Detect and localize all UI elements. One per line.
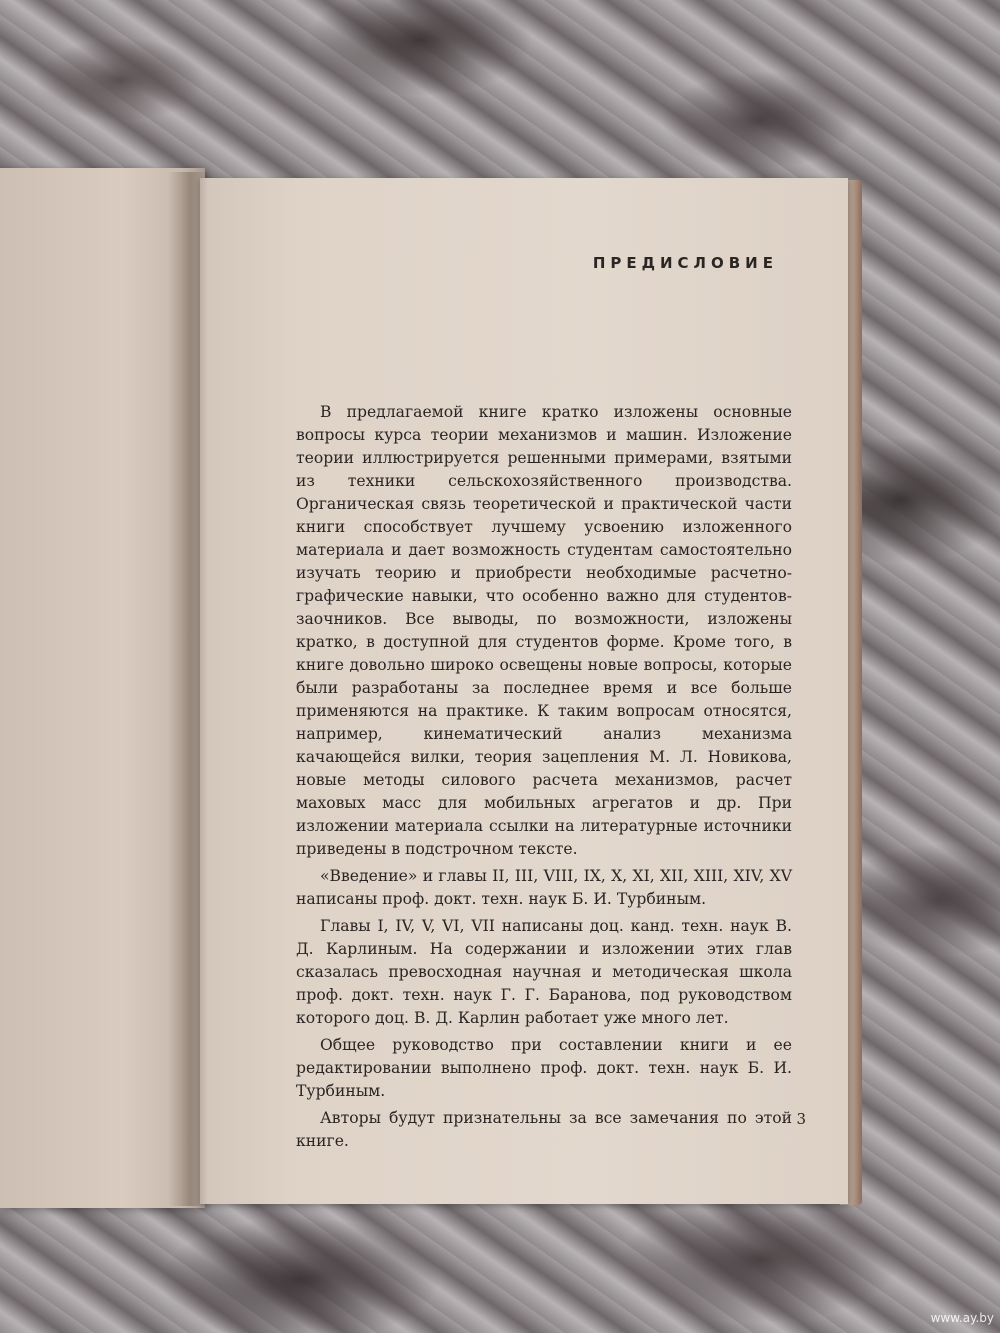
paragraph: В предлагаемой книге кратко изложены основные вопросы курса теории механизмов и машин. Изложение теории иллюстрируется решенными примерами, взятыми из техники сельскохозяйственного производства. Органическая связь теоретической и практической части книги способствует лучшему усвоению изложенного материала и дает возможность студентам самостоятельно изучать теорию и приобрести необходимые расчетно-графические навыки, что особенно важно для студентов-заочников. Все выводы, по возможности, изложены кратко, в доступной для студентов форме. Кроме того, в книге довольно широко освещены новые вопросы, которые были разработаны за последнее время и все больше применяются на практике. К таким вопросам относятся, например, кинематический анализ механизма качающейся вилки, теория зацепления М. Л. Новикова, новые методы силового расчета механизмов, расчет маховых масс для мобильных агрегатов и др. При изложении материала ссылки на литературные источники приведены в подстрочном тексте. [296, 403, 792, 858]
paragraph: Авторы будут признательны за все замечания по этой книге. [296, 1109, 792, 1150]
page-heading: ПРЕДИСЛОВИЕ [592, 254, 778, 272]
right-page [200, 178, 848, 1204]
page-number: 3 [796, 1110, 806, 1128]
book-gutter [168, 172, 208, 1206]
preface-text [296, 401, 792, 1157]
watermark: www.ay.by [930, 1311, 994, 1325]
paragraph: Главы I, IV, V, VI, VII написаны доц. канд. техн. наук В. Д. Карлиным. На содержании и изложении этих глав сказалась превосходная научная и методическая школа проф. докт. техн. наук Г. Г. Баранова, под руководством которого доц. В. Д. Карлин работает уже много лет. [296, 917, 792, 1027]
paragraph: Общее руководство при составлении книги и ее редактировании выполнено проф. докт. техн. наук Б. И. Турбиным. [296, 1036, 792, 1100]
paragraph: «Введение» и главы II, III, VIII, IX, X, XI, XII, XIII, XIV, XV написаны проф. докт. техн. наук Б. И. Турбиным. [296, 867, 792, 908]
